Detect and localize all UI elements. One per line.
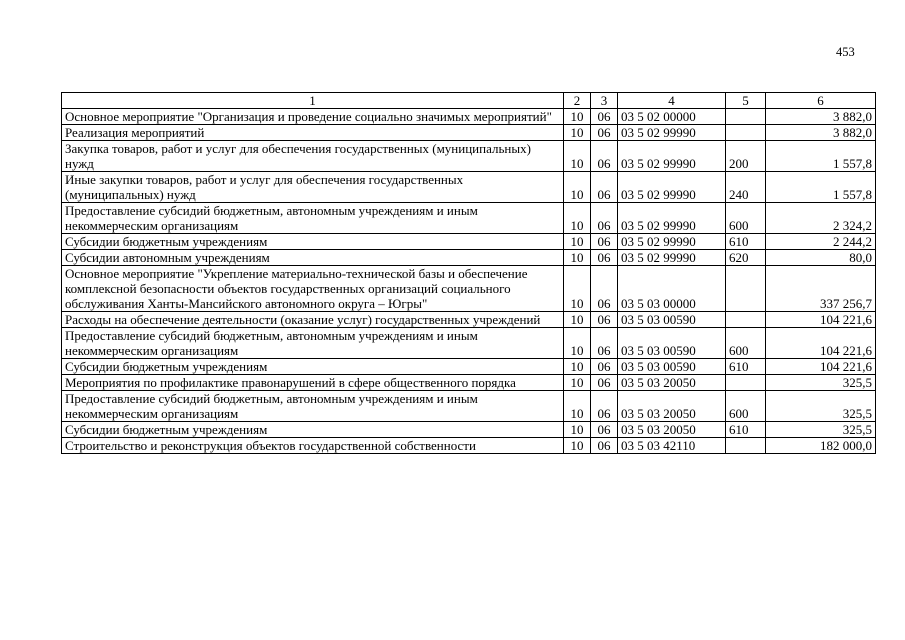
row-amount-cell: 3 882,0 — [766, 109, 876, 125]
row-target-cell: 03 5 03 00590 — [618, 328, 726, 359]
row-expense-cell: 610 — [726, 359, 766, 375]
row-expense-cell: 240 — [726, 172, 766, 203]
row-subsection-cell: 06 — [591, 391, 618, 422]
row-expense-cell: 600 — [726, 391, 766, 422]
row-amount-cell: 325,5 — [766, 391, 876, 422]
row-name-cell: Иные закупки товаров, работ и услуг для обеспечения государственных (муниципальных) нужд — [62, 172, 564, 203]
row-amount-cell: 80,0 — [766, 250, 876, 266]
row-section-cell: 10 — [564, 250, 591, 266]
row-amount-cell: 2 244,2 — [766, 234, 876, 250]
row-subsection-cell: 06 — [591, 172, 618, 203]
row-amount-cell: 104 221,6 — [766, 312, 876, 328]
row-target-cell: 03 5 02 99990 — [618, 250, 726, 266]
table-row — [62, 375, 876, 391]
row-expense-cell — [726, 438, 766, 454]
row-target-cell: 03 5 02 99990 — [618, 172, 726, 203]
header-cell-1: 1 — [62, 93, 564, 109]
table-body — [62, 93, 876, 454]
table-row — [62, 141, 876, 172]
row-name-cell: Предоставление субсидий бюджетным, автономным учреждениям и иным некоммерческим организациям — [62, 391, 564, 422]
table-header-row — [62, 93, 876, 109]
table-row — [62, 266, 876, 312]
row-section-cell: 10 — [564, 141, 591, 172]
row-section-cell: 10 — [564, 172, 591, 203]
row-subsection-cell: 06 — [591, 266, 618, 312]
row-target-cell: 03 5 02 99990 — [618, 203, 726, 234]
row-section-cell: 10 — [564, 422, 591, 438]
row-subsection-cell: 06 — [591, 359, 618, 375]
row-section-cell: 10 — [564, 266, 591, 312]
row-subsection-cell: 06 — [591, 234, 618, 250]
row-section-cell: 10 — [564, 375, 591, 391]
table-row — [62, 422, 876, 438]
row-subsection-cell: 06 — [591, 438, 618, 454]
row-expense-cell: 200 — [726, 141, 766, 172]
table-row — [62, 250, 876, 266]
row-subsection-cell: 06 — [591, 125, 618, 141]
row-name-cell: Субсидии бюджетным учреждениям — [62, 234, 564, 250]
row-name-cell: Расходы на обеспечение деятельности (оказание услуг) государственных учреждений — [62, 312, 564, 328]
row-name-cell: Закупка товаров, работ и услуг для обеспечения государственных (муниципальных) нужд — [62, 141, 564, 172]
row-section-cell: 10 — [564, 109, 591, 125]
row-subsection-cell: 06 — [591, 141, 618, 172]
row-target-cell: 03 5 02 99990 — [618, 234, 726, 250]
row-target-cell: 03 5 02 99990 — [618, 141, 726, 172]
row-subsection-cell: 06 — [591, 422, 618, 438]
row-target-cell: 03 5 03 00590 — [618, 359, 726, 375]
row-expense-cell: 610 — [726, 422, 766, 438]
table-row — [62, 172, 876, 203]
row-section-cell: 10 — [564, 234, 591, 250]
row-name-cell: Основное мероприятие "Организация и проведение социально значимых мероприятий" — [62, 109, 564, 125]
row-subsection-cell: 06 — [591, 375, 618, 391]
row-name-cell: Мероприятия по профилактике правонарушений в сфере общественного порядка — [62, 375, 564, 391]
table-row — [62, 391, 876, 422]
row-target-cell: 03 5 02 00000 — [618, 109, 726, 125]
table-row — [62, 234, 876, 250]
row-name-cell: Предоставление субсидий бюджетным, автономным учреждениям и иным некоммерческим организациям — [62, 328, 564, 359]
table-row — [62, 359, 876, 375]
header-cell-4: 4 — [618, 93, 726, 109]
row-expense-cell: 600 — [726, 328, 766, 359]
row-amount-cell: 104 221,6 — [766, 359, 876, 375]
row-name-cell: Основное мероприятие "Укрепление материально-технической базы и обеспечение комплексной безопасности объектов государственных организаций социального обслуживания Ханты-Мансийского автономного округа – Югры" — [62, 266, 564, 312]
row-expense-cell: 610 — [726, 234, 766, 250]
row-section-cell: 10 — [564, 438, 591, 454]
row-amount-cell: 182 000,0 — [766, 438, 876, 454]
row-name-cell: Предоставление субсидий бюджетным, автономным учреждениям и иным некоммерческим организациям — [62, 203, 564, 234]
row-name-cell: Субсидии бюджетным учреждениям — [62, 359, 564, 375]
row-amount-cell: 2 324,2 — [766, 203, 876, 234]
row-expense-cell: 600 — [726, 203, 766, 234]
header-cell-6: 6 — [766, 93, 876, 109]
row-section-cell: 10 — [564, 125, 591, 141]
row-subsection-cell: 06 — [591, 203, 618, 234]
row-name-cell: Строительство и реконструкция объектов государственной собственности — [62, 438, 564, 454]
row-amount-cell: 3 882,0 — [766, 125, 876, 141]
table-row — [62, 203, 876, 234]
row-subsection-cell: 06 — [591, 312, 618, 328]
row-target-cell: 03 5 03 42110 — [618, 438, 726, 454]
table-row — [62, 438, 876, 454]
row-expense-cell: 620 — [726, 250, 766, 266]
page-number: 453 — [836, 45, 855, 59]
row-name-cell: Субсидии бюджетным учреждениям — [62, 422, 564, 438]
row-expense-cell — [726, 312, 766, 328]
row-amount-cell: 1 557,8 — [766, 141, 876, 172]
row-subsection-cell: 06 — [591, 328, 618, 359]
row-subsection-cell: 06 — [591, 250, 618, 266]
row-amount-cell: 337 256,7 — [766, 266, 876, 312]
row-amount-cell: 325,5 — [766, 375, 876, 391]
table-row — [62, 328, 876, 359]
table-row — [62, 125, 876, 141]
row-target-cell: 03 5 03 20050 — [618, 375, 726, 391]
header-cell-2: 2 — [564, 93, 591, 109]
row-expense-cell — [726, 266, 766, 312]
row-expense-cell — [726, 125, 766, 141]
header-cell-3: 3 — [591, 93, 618, 109]
header-cell-5: 5 — [726, 93, 766, 109]
row-target-cell: 03 5 03 00000 — [618, 266, 726, 312]
row-section-cell: 10 — [564, 203, 591, 234]
row-target-cell: 03 5 03 00590 — [618, 312, 726, 328]
row-amount-cell: 104 221,6 — [766, 328, 876, 359]
row-section-cell: 10 — [564, 328, 591, 359]
table-row — [62, 109, 876, 125]
row-section-cell: 10 — [564, 312, 591, 328]
row-section-cell: 10 — [564, 391, 591, 422]
row-amount-cell: 325,5 — [766, 422, 876, 438]
row-section-cell: 10 — [564, 359, 591, 375]
row-name-cell: Реализация мероприятий — [62, 125, 564, 141]
row-expense-cell — [726, 109, 766, 125]
row-amount-cell: 1 557,8 — [766, 172, 876, 203]
row-target-cell: 03 5 03 20050 — [618, 391, 726, 422]
row-name-cell: Субсидии автономным учреждениям — [62, 250, 564, 266]
budget-table — [61, 92, 876, 454]
row-target-cell: 03 5 03 20050 — [618, 422, 726, 438]
row-subsection-cell: 06 — [591, 109, 618, 125]
table-row — [62, 312, 876, 328]
row-target-cell: 03 5 02 99990 — [618, 125, 726, 141]
row-expense-cell — [726, 375, 766, 391]
